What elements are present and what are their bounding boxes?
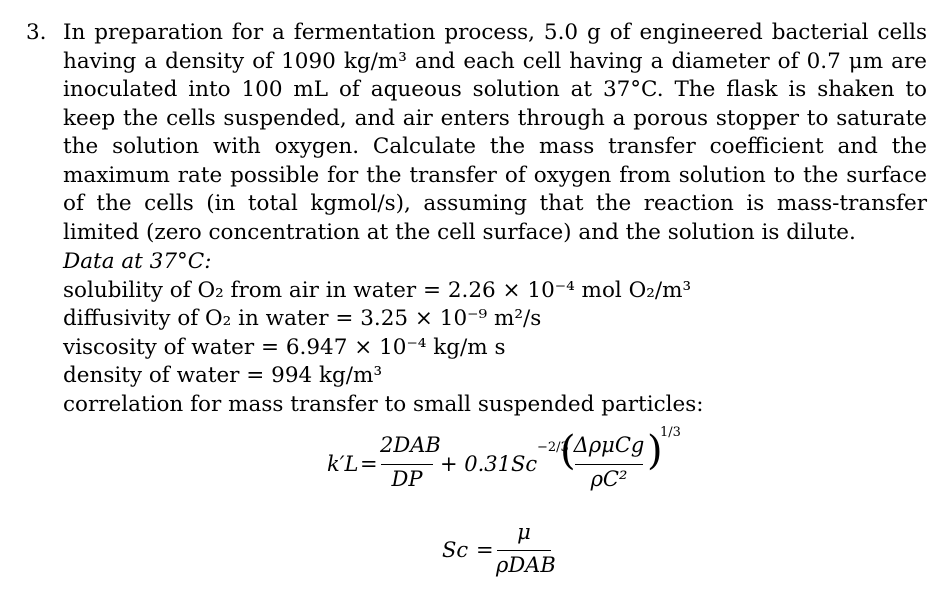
left-paren: ( — [560, 428, 576, 474]
sc-exponent: −2/3 — [537, 440, 569, 455]
term1-denominator: DP — [391, 467, 423, 491]
bracket-fraction-bar — [575, 464, 643, 465]
term2-prefix: + 0.31Sc — [440, 452, 538, 476]
diffusivity-line: diffusivity of O₂ in water = 3.25 × 10⁻⁹ m²/s — [63, 306, 542, 331]
equation2-equals: = — [476, 538, 494, 562]
right-paren: ) — [647, 428, 663, 474]
solubility-line: solubility of O₂ from air in water = 2.26 × 10⁻⁴ mol O₂/m³ — [63, 277, 692, 303]
data-heading: Data at 37°C: — [63, 249, 212, 274]
density-line: density of water = 994 kg/m³ — [63, 363, 383, 388]
equation1-equals: = — [360, 452, 378, 476]
bracket-denominator: ρC² — [590, 467, 628, 491]
data-block — [63, 248, 763, 419]
bracket-exponent: 1/3 — [660, 425, 681, 440]
equation2-numerator: μ — [517, 520, 531, 544]
bracket-numerator: ΔρμCg — [573, 433, 645, 457]
viscosity-line: viscosity of water = 6.947 × 10⁻⁴ kg/m s — [63, 334, 506, 360]
problem-number: 3. — [26, 20, 47, 45]
correlation-line: correlation for mass transfer to small suspended particles: — [63, 391, 704, 417]
equation2-lhs: Sc — [442, 538, 469, 562]
equation2-fraction-bar — [497, 550, 551, 551]
equation1-lhs: k′L — [327, 452, 359, 476]
term1-fraction-bar — [381, 464, 433, 465]
equation2-denominator: ρDAB — [496, 553, 556, 577]
problem-statement: In preparation for a fermentation process, 5.0 g of engineered bacterial cells having a density of 1090 kg/m³ and each cell having a diameter of 0.7 μm are inoculated into 100 mL of aqueous solution at 37°C. The flask is shaken to keep the cells suspended, and air enters through a porous stopper to saturate the solution with oxygen. Calculate the mass transfer coefficient and the maximum rate possible for the transfer of oxygen from solution to the surface of the cells (in total kgmol/s), assuming that the reaction is mass-transfer limited (zero concentration at the cell surface) and the solution is dilute. — [63, 20, 927, 245]
term1-numerator: 2DAB — [380, 433, 441, 457]
